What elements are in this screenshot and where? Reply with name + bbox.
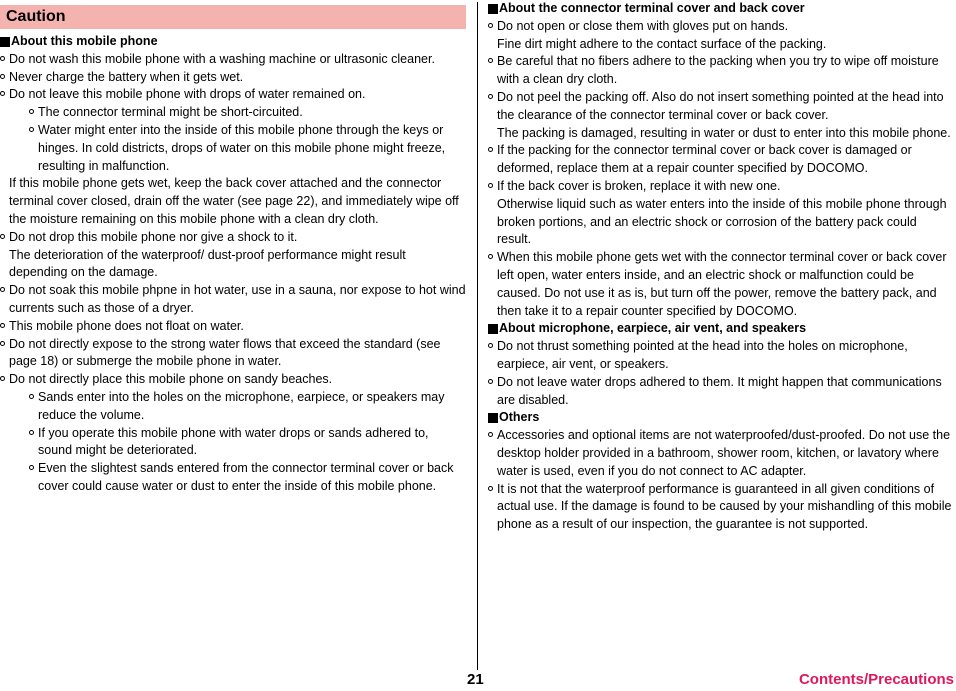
- bullet-item: Accessories and optional items are not waterproofed/dust-proofed. Do not use the desktop holder provided in a bathroom, shower room, kitchen, or lavatory where water is used, even if you do not connect to AC adapter.: [488, 427, 954, 480]
- sub-bullet-item: Sands enter into the holes on the microphone, earpiece, or speakers may reduce the volume.: [0, 389, 466, 425]
- bullet-icon: [488, 486, 493, 491]
- bullet-icon: [29, 430, 34, 435]
- bullet-item: Do not peel the packing off. Also do not insert something pointed at the head into the clearance of the connector terminal cover or back cover.: [488, 89, 954, 125]
- sub-bullet-item: Even the slightest sands entered from the connector terminal cover or back cover could cause water or dust to enter the inside of this mobile phone.: [0, 460, 466, 496]
- bullet-icon: [29, 394, 34, 399]
- bullet-item: Do not open or close them with gloves put on hands.: [488, 18, 954, 36]
- bullet-icon: [0, 323, 5, 328]
- section-heading-connector-cover: About the connector terminal cover and back cover: [488, 0, 954, 18]
- bullet-icon: [0, 74, 5, 79]
- bullet-icon: [0, 287, 5, 292]
- sub-bullet-item: Water might enter into the inside of this mobile phone through the keys or hinges. In cold districts, drops of water on this mobile phone might freeze, resulting in malfunction.: [0, 122, 466, 175]
- bullet-item: Be careful that no fibers adhere to the packing when you try to wipe off moisture with a clean dry cloth.: [488, 53, 954, 89]
- section-heading-microphone: About microphone, earpiece, air vent, and speakers: [488, 320, 954, 338]
- sub-bullet-item: If you operate this mobile phone with water drops or sands adhered to, sound might be deteriorated.: [0, 425, 466, 461]
- bullet-icon: [488, 343, 493, 348]
- column-divider: [477, 2, 478, 670]
- bullet-icon: [488, 147, 493, 152]
- note-text: The packing is damaged, resulting in water or dust to enter into this mobile phone.: [497, 125, 951, 140]
- page-number: 21: [467, 671, 484, 688]
- bullet-item: If the back cover is broken, replace it with new one.: [488, 178, 954, 196]
- bullet-item: Do not soak this mobile phpne in hot water, use in a sauna, nor expose to hot wind currents such as those of a dryer.: [0, 282, 466, 318]
- bullet-icon: [0, 234, 5, 239]
- bullet-item: Do not leave water drops adhered to them. It might happen that communications are disabled.: [488, 374, 954, 410]
- page-footer: [0, 670, 956, 690]
- section-heading-about-phone: About this mobile phone: [0, 33, 466, 51]
- bullet-item: Do not directly place this mobile phone on sandy beaches.: [0, 371, 466, 389]
- bullet-icon: [29, 127, 34, 132]
- note-text: If this mobile phone gets wet, keep the back cover attached and the connector terminal cover closed, drain off the water (see page 22), and immediately wipe off the moisture remaining on this mobile phone with a clean dry cloth.: [9, 176, 459, 226]
- note-text: Fine dirt might adhere to the contact surface of the packing.: [497, 36, 827, 51]
- bullet-item: It is not that the waterproof performance is guaranteed in all given conditions of actual use. If the damage is found to be caused by your mishandling of this mobile phone as a result of our inspection, the guarantee is not supported.: [488, 481, 954, 534]
- note-text: The deterioration of the waterproof/ dust-proof performance might result depending on the damage.: [9, 247, 406, 280]
- right-column: [488, 0, 954, 534]
- bullet-icon: [488, 183, 493, 188]
- bullet-item: Do not directly expose to the strong water flows that exceed the standard (see page 18) or submerge the mobile phone in water.: [0, 336, 466, 372]
- bullet-item: Do not drop this mobile phone nor give a shock to it.: [0, 229, 466, 247]
- contents-precautions-link[interactable]: Contents/Precautions: [798, 671, 954, 688]
- bullet-icon: [488, 94, 493, 99]
- caution-header: Caution: [0, 5, 466, 29]
- sub-bullet-item: The connector terminal might be short-circuited.: [0, 104, 466, 122]
- left-column: [0, 0, 466, 496]
- bullet-icon: [488, 254, 493, 259]
- bullet-icon: [29, 465, 34, 470]
- bullet-item: Never charge the battery when it gets wet.: [0, 69, 466, 87]
- square-bullet-icon: [0, 37, 10, 47]
- bullet-icon: [488, 58, 493, 63]
- bullet-item: Do not thrust something pointed at the head into the holes on microphone, earpiece, air vent, or speakers.: [488, 338, 954, 374]
- bullet-icon: [0, 376, 5, 381]
- bullet-icon: [0, 341, 5, 346]
- bullet-item: When this mobile phone gets wet with the connector terminal cover or back cover left open, water enters inside, and an electric shock or malfunction could be caused. Do not use it as is, but turn off the power, remove the battery pack, and then take it to a repair counter specified by DOCOMO.: [488, 249, 954, 320]
- square-bullet-icon: [488, 324, 498, 334]
- bullet-icon: [488, 432, 493, 437]
- bullet-icon: [0, 56, 5, 61]
- bullet-item: If the packing for the connector terminal cover or back cover is damaged or deformed, replace them at a repair counter specified by DOCOMO.: [488, 142, 954, 178]
- square-bullet-icon: [488, 4, 498, 14]
- bullet-item: Do not leave this mobile phone with drops of water remained on.: [0, 86, 466, 104]
- section-heading-others: Others: [488, 409, 954, 427]
- bullet-icon: [488, 379, 493, 384]
- square-bullet-icon: [488, 413, 498, 423]
- bullet-icon: [0, 91, 5, 96]
- bullet-icon: [29, 109, 34, 114]
- bullet-item: This mobile phone does not float on water.: [0, 318, 466, 336]
- note-text: Otherwise liquid such as water enters into the inside of this mobile phone through broken portions, and an electric shock or corrosion of the battery pack could result.: [497, 196, 947, 247]
- bullet-item: Do not wash this mobile phone with a washing machine or ultrasonic cleaner.: [0, 51, 466, 69]
- bullet-icon: [488, 23, 493, 28]
